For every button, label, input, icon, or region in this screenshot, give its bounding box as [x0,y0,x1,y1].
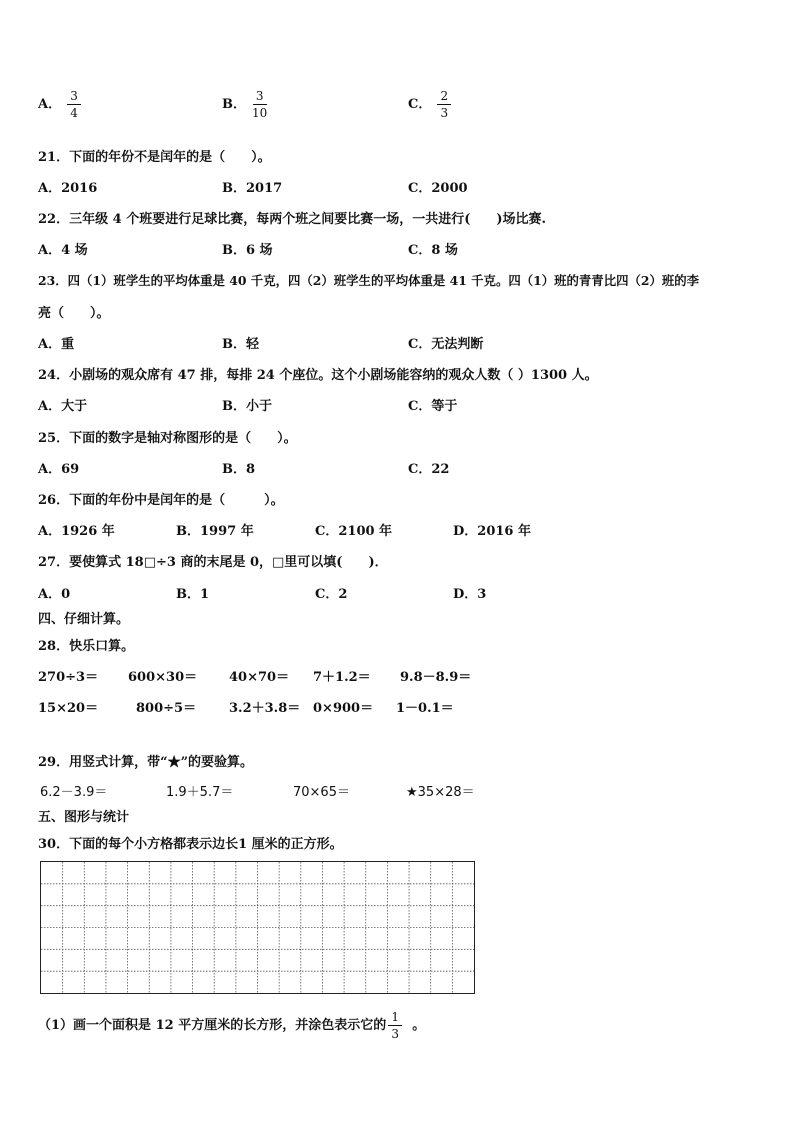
q29-question: 29．用竖式计算，带“★”的要验算。 [38,755,254,770]
q23-question-line2: 亮（ ）。 [38,306,110,321]
q23-option-a: A．重 [38,337,75,352]
fraction-numerator: 1 [391,1010,400,1024]
q27-option-d: D．3 [453,587,487,602]
q28-question: 28．快乐口算。 [38,639,135,654]
q26-question: 26．下面的年份中是闰年的是（ ）。 [38,493,284,508]
q20-option-b [222,89,267,120]
q26-option-c: C．2100 年 [315,524,393,539]
q28-row1-item4: 7＋1.2＝ [313,670,371,685]
square-grid [40,861,475,994]
q21-option-b: B．2017 [222,181,283,196]
q25-option-c: C．22 [408,462,450,477]
fraction-numerator: 3 [255,89,264,103]
q30-sub1-fraction [388,1010,402,1041]
q30-sub1-text: （1）画一个面积是 12 平方厘米的长方形，并涂色表示它的 [38,1018,387,1033]
q23-question-line1: 23．四（1）班学生的平均体重是 40 千克，四（2）班学生的平均体重是 41 千克。四（1）班的青青比四（2）班的李 [38,273,700,288]
q20-option-a-fraction [67,89,81,120]
q22-question: 22．三年级 4 个班要进行足球比赛，每两个班之间要比赛一场，一共进行( )场比赛. [38,212,547,227]
q26-option-d: D．2016 年 [453,524,531,539]
q22-option-c: C．8 场 [408,243,458,258]
fraction-denominator: 10 [252,106,268,120]
fraction-denominator: 3 [391,1027,400,1041]
q28-row1-item1: 270÷3＝ [38,670,99,685]
q26-option-a: A．1926 年 [38,524,115,539]
q20-option-b-fraction [252,89,267,120]
q20-option-a [38,89,81,120]
q30-subquestion-1 [38,1010,425,1041]
q20-option-c [408,89,451,120]
q28-row2-item4: 0×900＝ [313,701,374,716]
fraction-bar [388,1025,402,1026]
q27-option-b: B．1 [176,587,210,602]
q30-question: 30．下面的每个小方格都表示边长1 厘米的正方形。 [38,837,343,852]
q29-item2: 1.9＋5.7＝ [166,785,234,800]
q24-option-a: A．大于 [38,399,88,414]
q28-row2-item2: 800÷5＝ [136,701,197,716]
section-4-heading: 四、仔细计算。 [38,612,130,627]
q20-option-c-label: C． [408,97,432,112]
q27-option-c: C．2 [315,587,348,602]
fraction-bar [437,104,451,105]
q23-option-c: C．无法判断 [408,337,484,352]
fraction-numerator: 2 [440,89,449,103]
q20-option-a-label: A． [38,97,62,112]
q25-option-a: A．69 [38,462,80,477]
q24-option-b: B．小于 [222,399,272,414]
q21-option-a: A．2016 [38,181,98,196]
q24-question: 24．小剧场的观众席有 47 排，每排 24 个座位。这个小剧场能容纳的观众人数（ ）1300 人。 [38,368,598,383]
q28-row2-item3: 3.2＋3.8＝ [229,701,301,716]
q22-option-a: A．4 场 [38,243,88,258]
q26-option-b: B．1997 年 [176,524,254,539]
q21-question: 21．下面的年份不是闰年的是（ ）。 [38,150,271,165]
q29-item4: ★35×28＝ [406,785,475,800]
q28-row1-item3: 40×70＝ [229,670,290,685]
q25-question: 25．下面的数字是轴对称图形的是（ ）。 [38,431,297,446]
q25-option-b: B．8 [222,462,256,477]
q28-row2-item1: 15×20＝ [38,701,99,716]
q24-option-c: C．等于 [408,399,458,414]
q27-question: 27．要使算式 18□÷3 商的末尾是 0，□里可以填( )． [38,555,388,570]
section-5-heading: 五、图形与统计 [38,810,130,825]
grid-lines [41,862,474,993]
fraction-denominator: 4 [70,106,78,120]
q22-option-b: B．6 场 [222,243,273,258]
fraction-denominator: 3 [440,106,449,120]
fraction-bar [253,104,267,105]
q29-item1: 6.2－3.9＝ [40,785,108,800]
q20-option-c-fraction [437,89,451,120]
q28-row1-item2: 600×30＝ [128,670,198,685]
q21-option-c: C．2000 [408,181,468,196]
q23-option-b: B．轻 [222,337,259,352]
q28-row1-item5: 9.8－8.9＝ [400,670,472,685]
q28-row2-item5: 1－0.1＝ [396,701,454,716]
fraction-numerator: 3 [70,89,78,103]
q30-sub1-end: 。 [412,1018,426,1033]
q29-item3: 70×65＝ [293,785,350,800]
fraction-bar [67,104,81,105]
q27-option-a: A．0 [38,587,71,602]
q20-option-b-label: B． [222,97,246,112]
